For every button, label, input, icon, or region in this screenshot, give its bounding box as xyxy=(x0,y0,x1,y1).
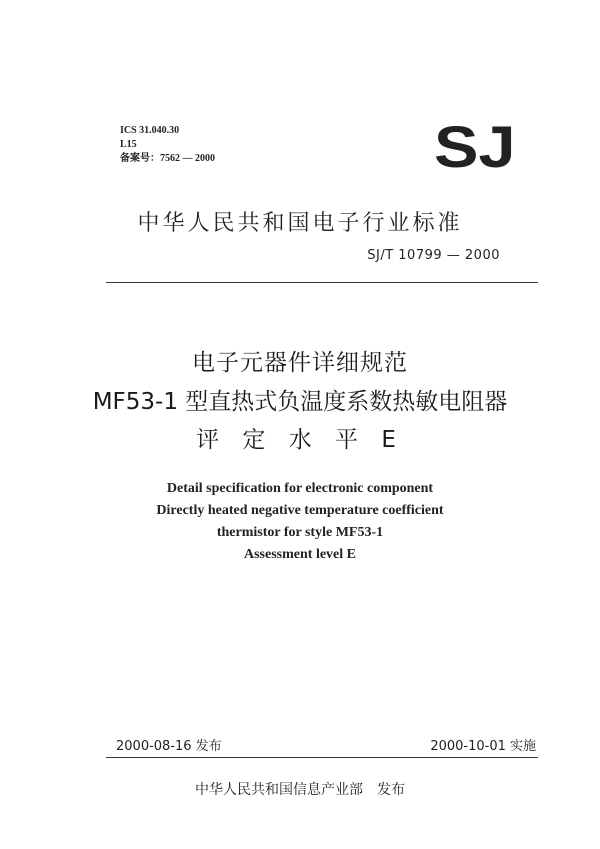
title-en-line-2: Directly heated negative temperature coefficient xyxy=(156,503,444,518)
title-en-line-3: thermistor for style MF53-1 xyxy=(216,525,384,540)
title-cn-line-1: 电子元器件详细规范 xyxy=(192,350,408,376)
title-cn-line-2: MF53-1 型直热式负温度系数热敏电阻器 xyxy=(92,389,508,415)
bottom-divider xyxy=(106,757,538,758)
top-divider xyxy=(106,282,538,283)
publisher-name: 中华人民共和国信息产业部 xyxy=(195,782,363,798)
publisher-line xyxy=(0,779,600,799)
implementation-date: 2000-10-01 实施 xyxy=(430,739,536,754)
record-number: 备案号：7562 — 2000 xyxy=(120,153,215,164)
title-cn-line-3: 评 定 水 平 E xyxy=(196,427,404,453)
ccs-code: L15 xyxy=(120,139,137,150)
ics-code: ICS 31.040.30 xyxy=(120,125,180,136)
issue-date: 2000-08-16 发布 xyxy=(116,739,222,754)
publisher-action: 发布 xyxy=(377,782,405,798)
standard-category: 中华人民共和国电子行业标准 xyxy=(137,211,463,236)
title-en-line-1: Detail specification for electronic component xyxy=(166,481,434,496)
title-en-line-4: Assessment level E xyxy=(244,547,356,562)
classification-block xyxy=(120,124,215,166)
standard-number: SJ/T 10799 — 2000 xyxy=(367,248,500,263)
sj-logo xyxy=(434,115,538,180)
sj-logo-text: SJ xyxy=(434,115,516,180)
